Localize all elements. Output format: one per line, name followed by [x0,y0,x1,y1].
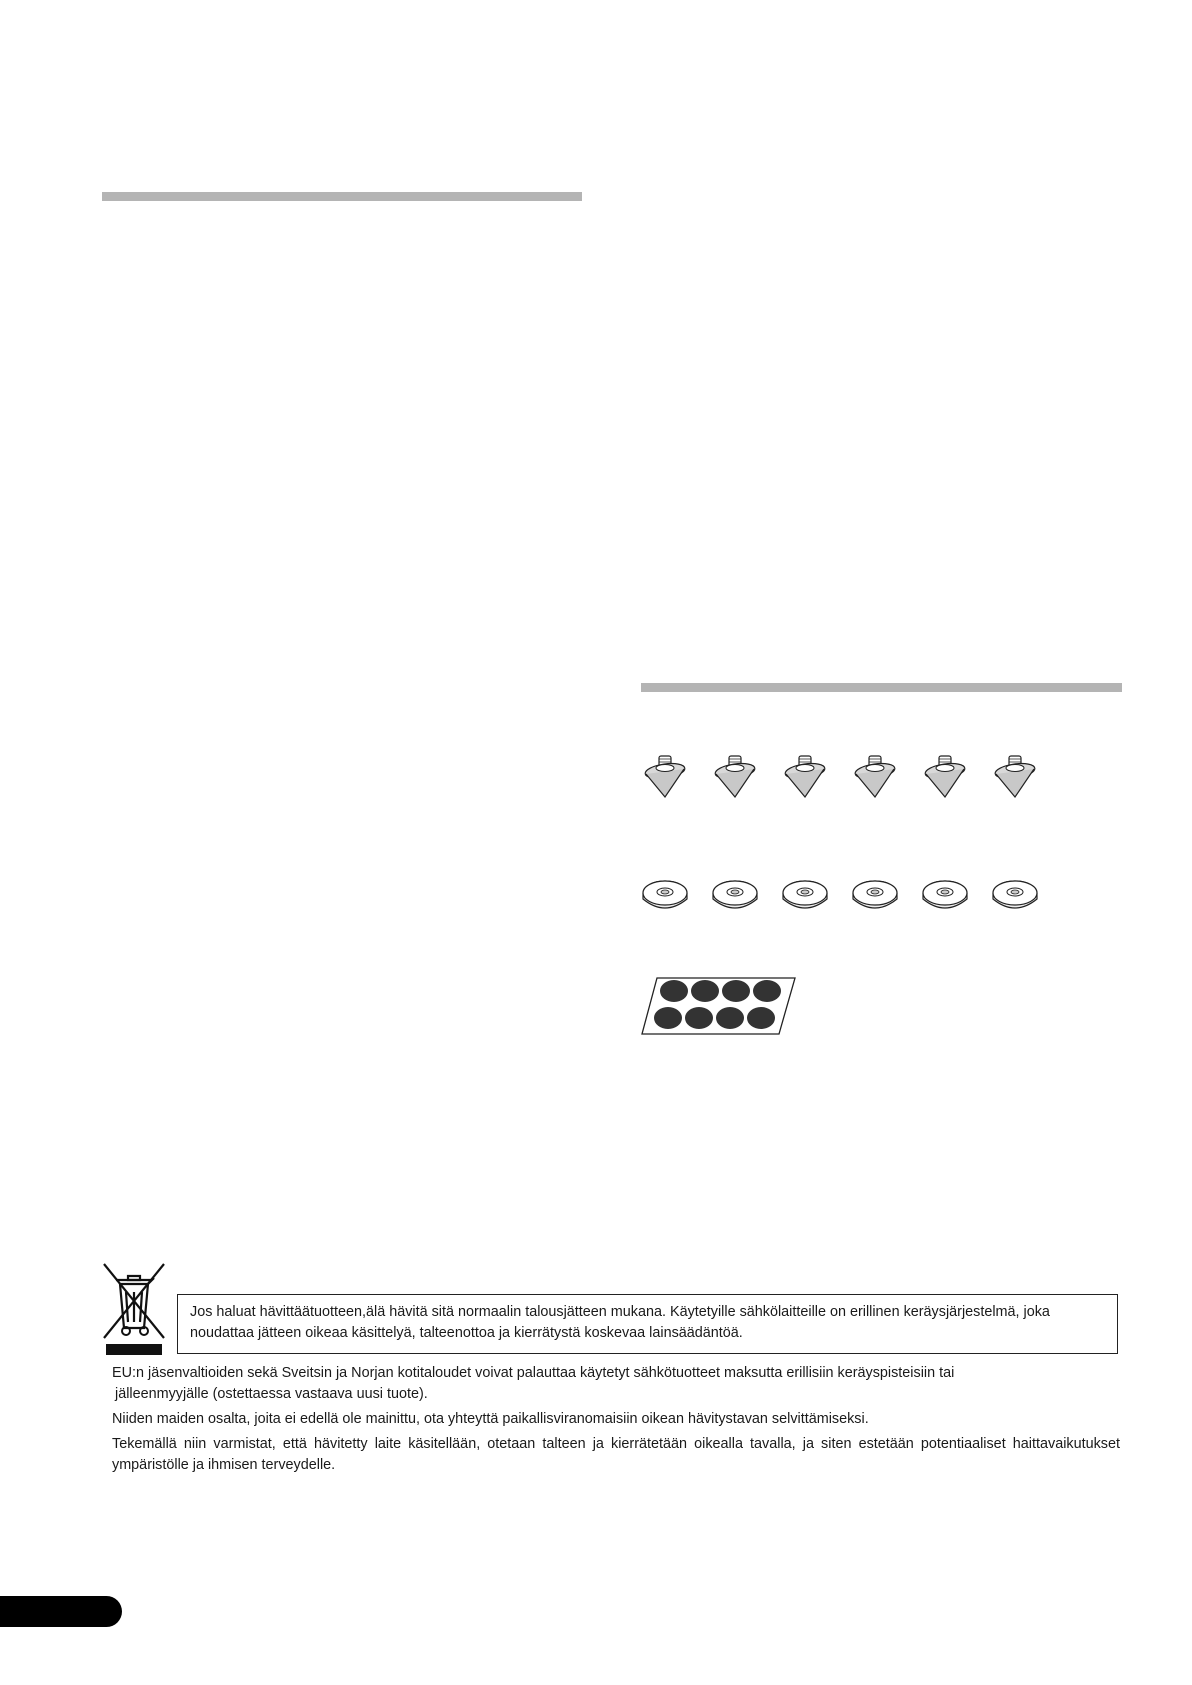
section-rule-left [102,192,582,201]
paragraph-eu-line1: EU:n jäsenvaltioiden sekä Sveitsin ja Norjan kotitaloudet voivat palauttaa käytetyt sähkötuotteet maksutta erillisiin keräyspisteisiin tai [112,1365,955,1381]
non-skid-pad [722,980,750,1002]
non-skid-pad [753,980,781,1002]
spike-pad-icon [780,871,830,931]
non-skid-pad [716,1007,744,1029]
non-skid-pad [685,1007,713,1029]
non-skid-pad [747,1007,775,1029]
speaker-spike-icon [640,753,690,813]
non-skid-pad [660,980,688,1002]
paragraph-eu-line2: jälleenmyyjälle (ostettaessa vastaava uusi tuote). [115,1386,428,1402]
spike-pad-icon [710,871,760,931]
speaker-spike-icon [990,753,1040,813]
non-skid-pad [691,980,719,1002]
paragraph-other-countries: Niiden maiden osalta, joita ei edellä ole mainittu, ota yhteyttä paikallisviranomaisiin oikean hävitystavan selvittämiseksi. [112,1411,869,1427]
spike-row [640,753,1060,813]
non-skid-pad-sheet-icon [641,976,796,1036]
paragraph-final: Tekemällä niin varmistat, että hävitetty laite käsitellään, otetaan talteen ja kierrätetään oikealla tavalla, ja siten estetään potentiaaliset haittavaikutukset ympäristölle ja ihmisen terveydelle. [112,1436,1120,1473]
paragraph-eu [112,1363,1120,1409]
non-skid-pad [654,1007,682,1029]
disposal-body-text [112,1363,1120,1476]
spike-pad-icon [850,871,900,931]
section-rule-accessories [641,683,1122,692]
speaker-spike-icon [920,753,970,813]
crossed-out-wheelie-bin-icon [102,1262,166,1356]
spike-pad-icon [990,871,1040,931]
speaker-spike-icon [850,753,900,813]
speaker-spike-icon [710,753,760,813]
pad-row [640,871,1060,931]
page-tab [0,1596,122,1627]
spike-pad-icon [640,871,690,931]
speaker-spike-icon [780,753,830,813]
disposal-notice-text: Jos haluat hävittäätuotteen,älä hävitä sitä normaalin talousjätteen mukana. Käytetyille sähkölaitteille on erillinen keräysjärjestelmä, joka noudattaa jätteen oikeaa käsittelyä, talteenottoa ja kierrätystä koskevaa lainsäädäntöä. [190,1304,1050,1341]
spike-pad-icon [920,871,970,931]
disposal-notice-box [177,1294,1118,1354]
